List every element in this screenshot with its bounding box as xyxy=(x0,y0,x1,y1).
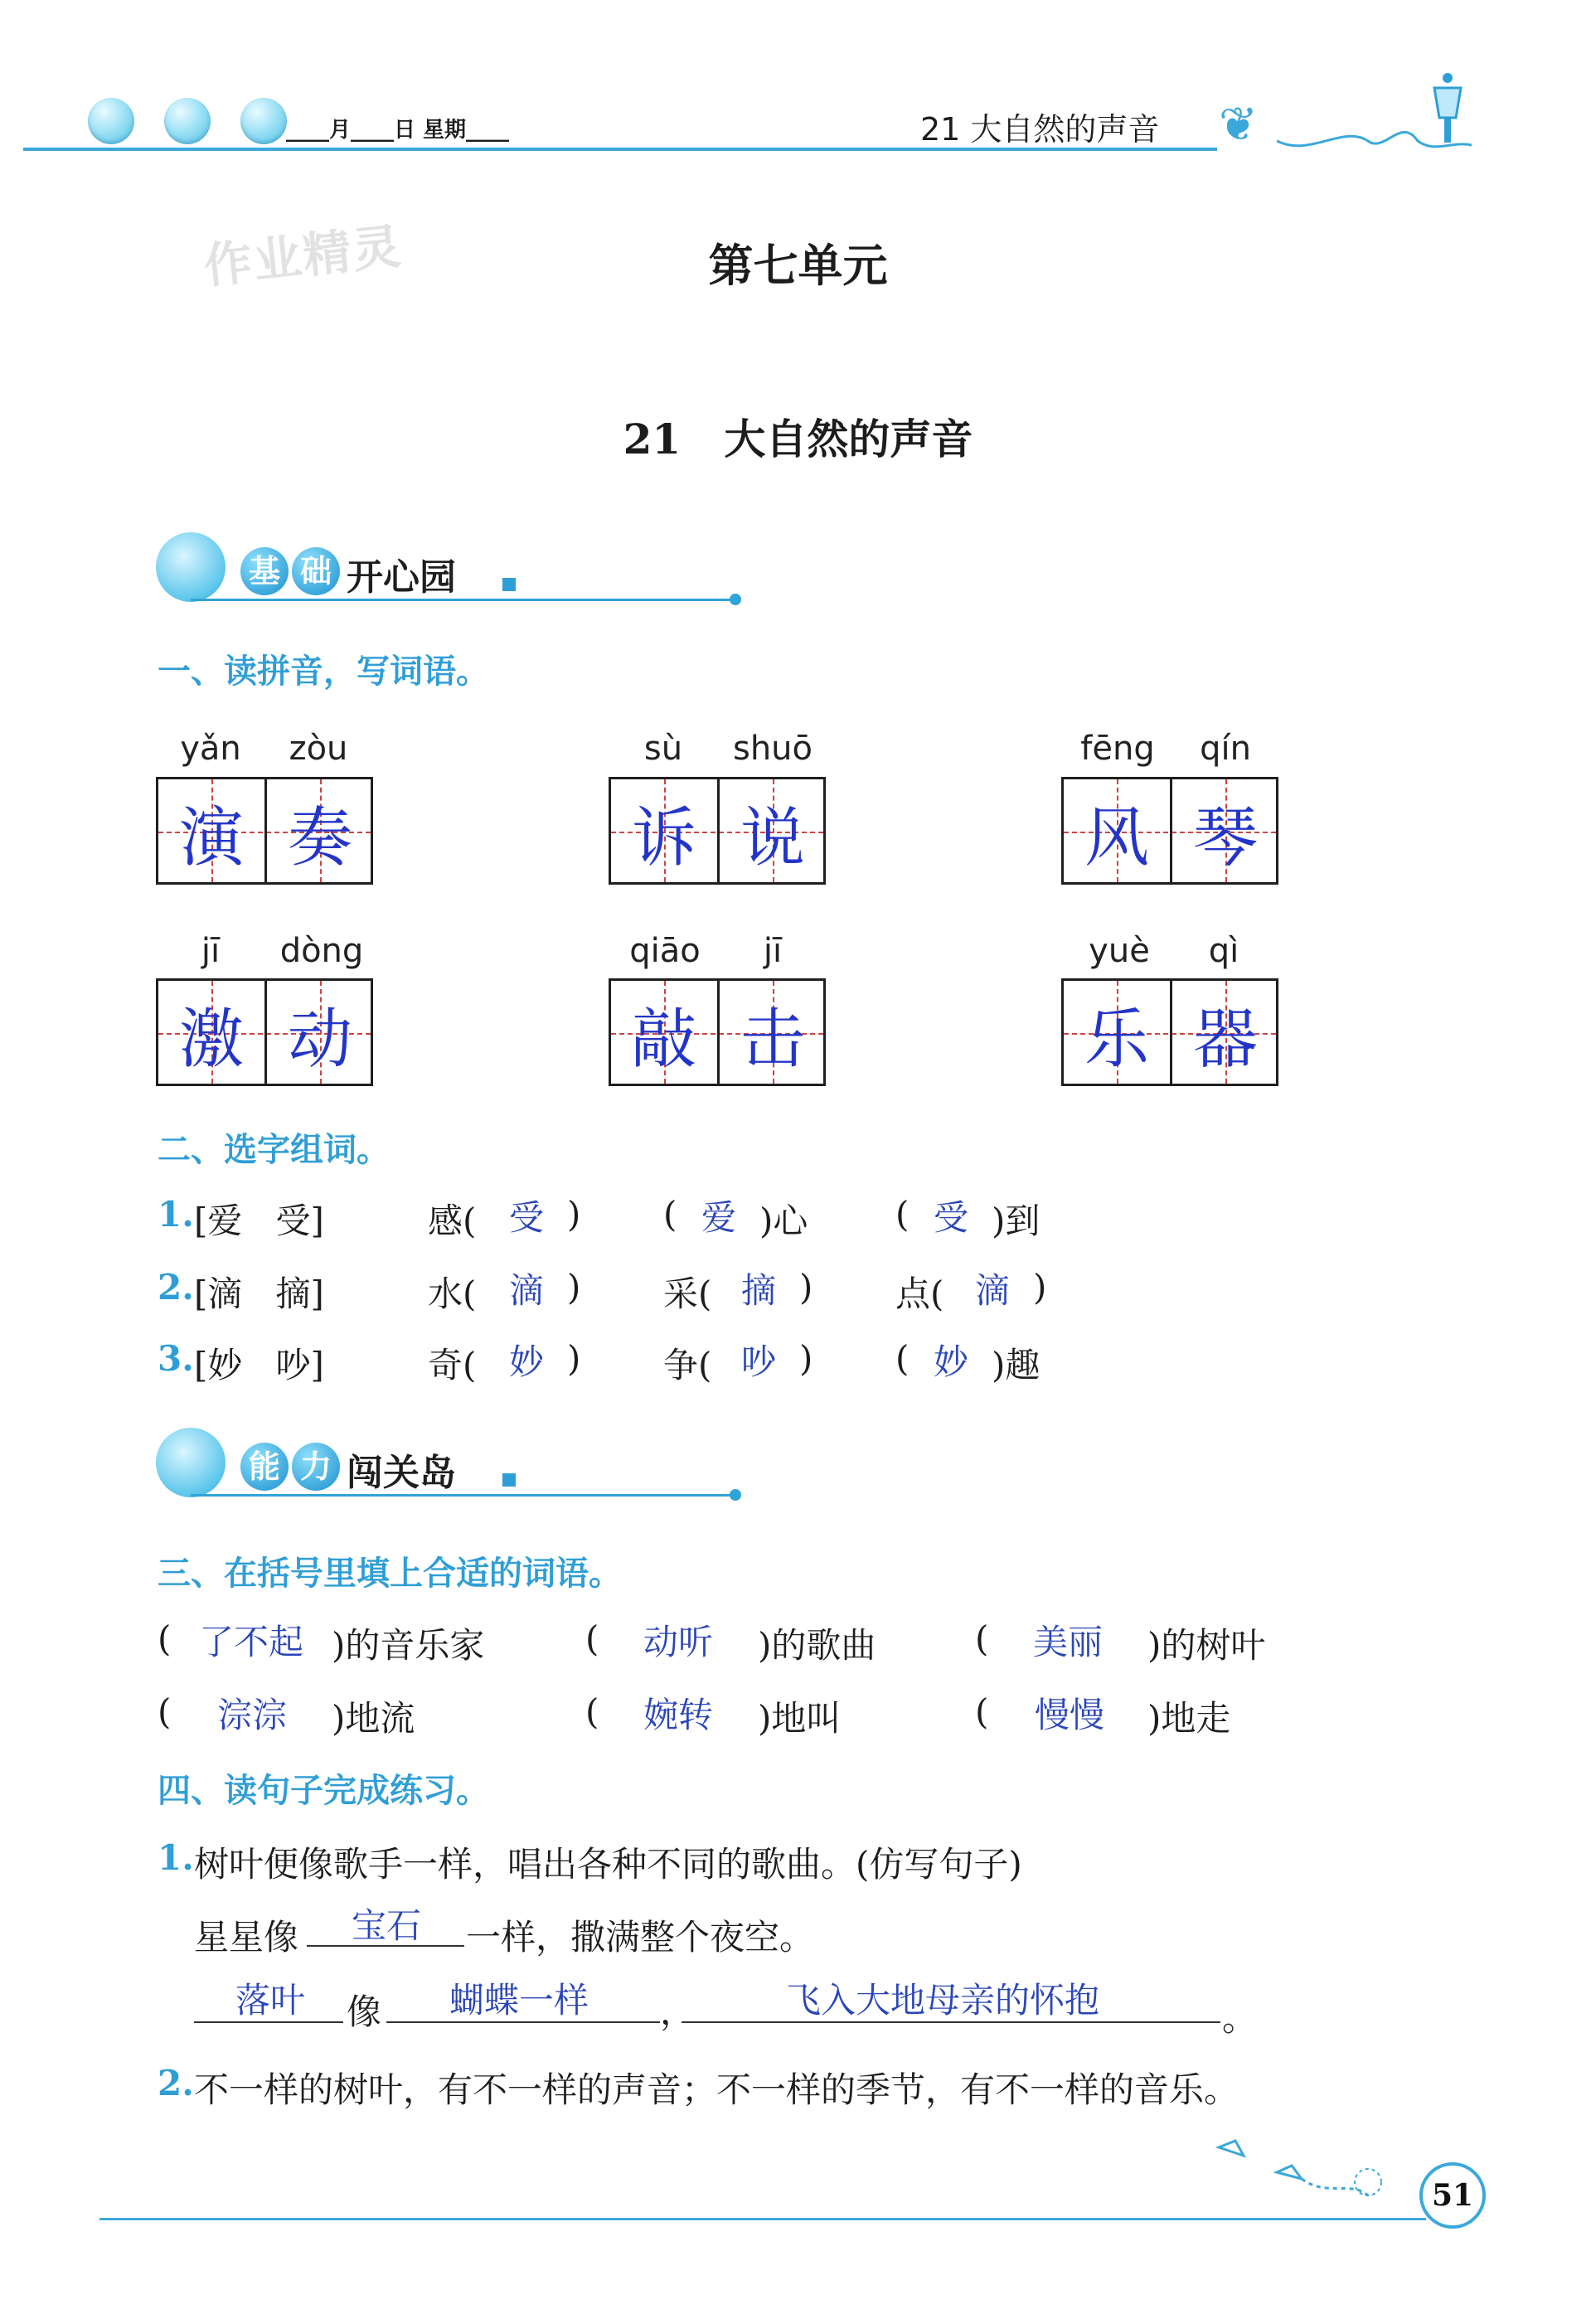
smiley-icon-3 xyxy=(240,98,287,144)
q4-line2-mid: 像 xyxy=(347,1992,382,2032)
pinyin: zòu xyxy=(289,730,348,768)
q3-answer: 婉转 xyxy=(643,1695,714,1735)
date-field: ____月____日 星期____ xyxy=(286,118,510,143)
lesson-title: 21 大自然的声音 xyxy=(623,415,973,463)
pinyin: sù xyxy=(643,730,683,768)
q3-paren-open: ( xyxy=(975,1691,989,1732)
q4-item-number: 2. xyxy=(158,2063,194,2103)
q2-answer: 吵 xyxy=(741,1341,777,1382)
q3-suffix: )地走 xyxy=(1147,1698,1231,1739)
q2-item-number: 1. xyxy=(158,1194,194,1235)
section-rule-dot xyxy=(730,1489,741,1501)
q2-blank-a-post: ) xyxy=(567,1194,581,1235)
section-rule-dot xyxy=(730,594,741,605)
square-decor-icon xyxy=(502,578,516,591)
answer-char: 击 xyxy=(740,1002,805,1077)
lesson-header-label: 21 大自然的声音 xyxy=(920,111,1160,148)
pinyin: qiāo xyxy=(629,932,701,970)
brush-icon xyxy=(156,1428,226,1497)
q1-title: 一、读拼音，写词语。 xyxy=(158,653,489,691)
pinyin: yǎn xyxy=(180,730,241,768)
answer-char: 诉 xyxy=(631,801,696,876)
q4-line2-answer1: 落叶 xyxy=(235,1980,306,2021)
q2-answer: 滴 xyxy=(509,1270,545,1311)
q2-answer: 妙 xyxy=(934,1341,969,1382)
char-box xyxy=(1061,978,1278,1086)
section-title-basic: 开心园 xyxy=(347,556,456,599)
watermark: 作业精灵 xyxy=(201,217,405,295)
section-rule xyxy=(191,1494,738,1497)
char-box xyxy=(156,777,373,885)
q2-blank-b-post: )心 xyxy=(759,1201,808,1241)
q4-item2-text: 不一样的树叶，有不一样的声音；不一样的季节，有不一样的音乐。 xyxy=(194,2069,1239,2110)
char-box xyxy=(609,777,826,885)
brush-icon xyxy=(156,532,226,602)
q2-blank-a-post: ) xyxy=(567,1267,581,1307)
q3-paren-open: ( xyxy=(158,1691,172,1732)
char-box xyxy=(1061,777,1278,885)
q3-answer: 动听 xyxy=(643,1622,714,1662)
header-rule xyxy=(23,148,1217,151)
q2-blank-a-pre: 感( xyxy=(428,1201,477,1241)
q4-line2-end: 。 xyxy=(1222,1998,1258,2039)
q2-blank-c-post: )趣 xyxy=(992,1345,1041,1385)
q3-answer: 慢慢 xyxy=(1035,1695,1105,1735)
q3-answer: 淙淙 xyxy=(217,1695,288,1735)
q2-blank-c-post: )到 xyxy=(992,1201,1041,1241)
char-box xyxy=(609,978,826,1086)
q2-choices: [妙 吵] xyxy=(194,1345,324,1385)
section-rule xyxy=(191,599,738,601)
pinyin: jī xyxy=(763,932,783,970)
q4-line2-answer2: 蝴蝶一样 xyxy=(449,1980,589,2021)
answer-char: 器 xyxy=(1192,1002,1258,1077)
q3-answer: 美丽 xyxy=(1033,1622,1104,1662)
lamp-icon xyxy=(1424,70,1471,146)
unit-title: 第七单元 xyxy=(708,240,888,292)
q2-title: 二、选字组词。 xyxy=(158,1131,390,1169)
q2-blank-c-post: ) xyxy=(1033,1267,1047,1307)
pinyin: shuō xyxy=(732,730,813,768)
q3-paren-open: ( xyxy=(585,1618,599,1659)
q4-line1-prefix: 星星像 xyxy=(194,1917,299,1958)
answer-char: 激 xyxy=(178,1002,244,1077)
q3-paren-open: ( xyxy=(975,1618,989,1659)
q2-item-number: 3. xyxy=(158,1338,194,1379)
q4-title: 四、读句子完成练习。 xyxy=(158,1772,489,1810)
section-badge-2: 力 xyxy=(292,1443,340,1491)
q2-answer: 滴 xyxy=(975,1270,1011,1311)
pinyin: jī xyxy=(201,932,221,970)
q2-blank-c-pre: 点( xyxy=(895,1274,944,1314)
answer-char: 说 xyxy=(740,801,805,876)
q2-blank-b-pre: ( xyxy=(663,1194,677,1235)
section-badge-2: 础 xyxy=(292,547,340,595)
page-number: 51 xyxy=(1431,2178,1474,2213)
answer-char: 风 xyxy=(1084,801,1149,876)
footer-vine-icon xyxy=(1210,2131,1409,2205)
q4-item1-text: 树叶便像歌手一样，唱出各种不同的歌曲。(仿写句子) xyxy=(194,1844,1022,1885)
q3-paren-open: ( xyxy=(158,1618,172,1659)
q2-choices: [爱 受] xyxy=(194,1201,324,1241)
q2-blank-b-post: ) xyxy=(799,1338,813,1379)
q2-blank-b-pre: 采( xyxy=(663,1274,712,1314)
section-title-ability: 闯关岛 xyxy=(347,1452,456,1494)
pinyin: qì xyxy=(1208,932,1239,970)
q4-line1-answer: 宝石 xyxy=(352,1905,422,1946)
q2-item-number: 2. xyxy=(158,1267,194,1307)
answer-char: 动 xyxy=(287,1002,352,1077)
q3-answer: 了不起 xyxy=(199,1622,304,1662)
q2-answer: 受 xyxy=(934,1197,969,1238)
answer-char: 奏 xyxy=(287,801,352,876)
q4-line2-answer3: 飞入大地母亲的怀抱 xyxy=(786,1980,1100,2021)
square-decor-icon xyxy=(502,1473,516,1487)
q3-suffix: )地叫 xyxy=(758,1698,842,1739)
q4-line2-comma: ， xyxy=(660,1992,696,2032)
page-number-badge xyxy=(1419,2162,1486,2229)
answer-char: 乐 xyxy=(1084,1002,1149,1077)
q2-answer: 妙 xyxy=(509,1341,545,1382)
footer-rule xyxy=(99,2218,1426,2220)
q2-blank-b-post: ) xyxy=(799,1267,813,1307)
q4-item-number: 1. xyxy=(158,1837,194,1878)
q3-suffix: )地流 xyxy=(332,1698,415,1739)
answer-char: 敲 xyxy=(631,1002,696,1077)
pinyin: fēng xyxy=(1080,730,1155,768)
q2-answer: 爱 xyxy=(701,1197,737,1238)
q2-blank-c-pre: ( xyxy=(895,1338,910,1379)
q2-blank-b-pre: 争( xyxy=(663,1345,712,1385)
butterfly-icon: ❦ xyxy=(1219,98,1258,152)
q3-suffix: )的音乐家 xyxy=(332,1625,485,1666)
pinyin: dòng xyxy=(279,932,364,970)
q2-blank-a-pre: 奇( xyxy=(428,1345,477,1385)
pinyin: qín xyxy=(1200,730,1251,768)
q3-title: 三、在括号里填上合适的词语。 xyxy=(158,1555,622,1593)
q4-line1-suffix: 一样，撒满整个夜空。 xyxy=(466,1917,815,1958)
section-badge-1: 基 xyxy=(240,547,289,595)
answer-char: 琴 xyxy=(1192,801,1258,876)
smiley-icon-2 xyxy=(164,98,211,144)
q2-answer: 摘 xyxy=(741,1270,777,1311)
q2-blank-a-post: ) xyxy=(567,1338,581,1379)
q2-choices: [滴 摘] xyxy=(194,1274,324,1314)
q3-suffix: )的歌曲 xyxy=(758,1625,876,1666)
answer-char: 演 xyxy=(178,801,244,876)
q2-blank-a-pre: 水( xyxy=(428,1274,477,1314)
q2-answer: 受 xyxy=(509,1197,545,1238)
smiley-icon-1 xyxy=(88,98,134,144)
q2-blank-c-pre: ( xyxy=(895,1194,910,1235)
char-box xyxy=(156,978,373,1086)
q3-paren-open: ( xyxy=(585,1691,599,1732)
pinyin: yuè xyxy=(1089,932,1150,970)
section-badge-1: 能 xyxy=(240,1443,289,1491)
q3-suffix: )的树叶 xyxy=(1147,1625,1266,1666)
